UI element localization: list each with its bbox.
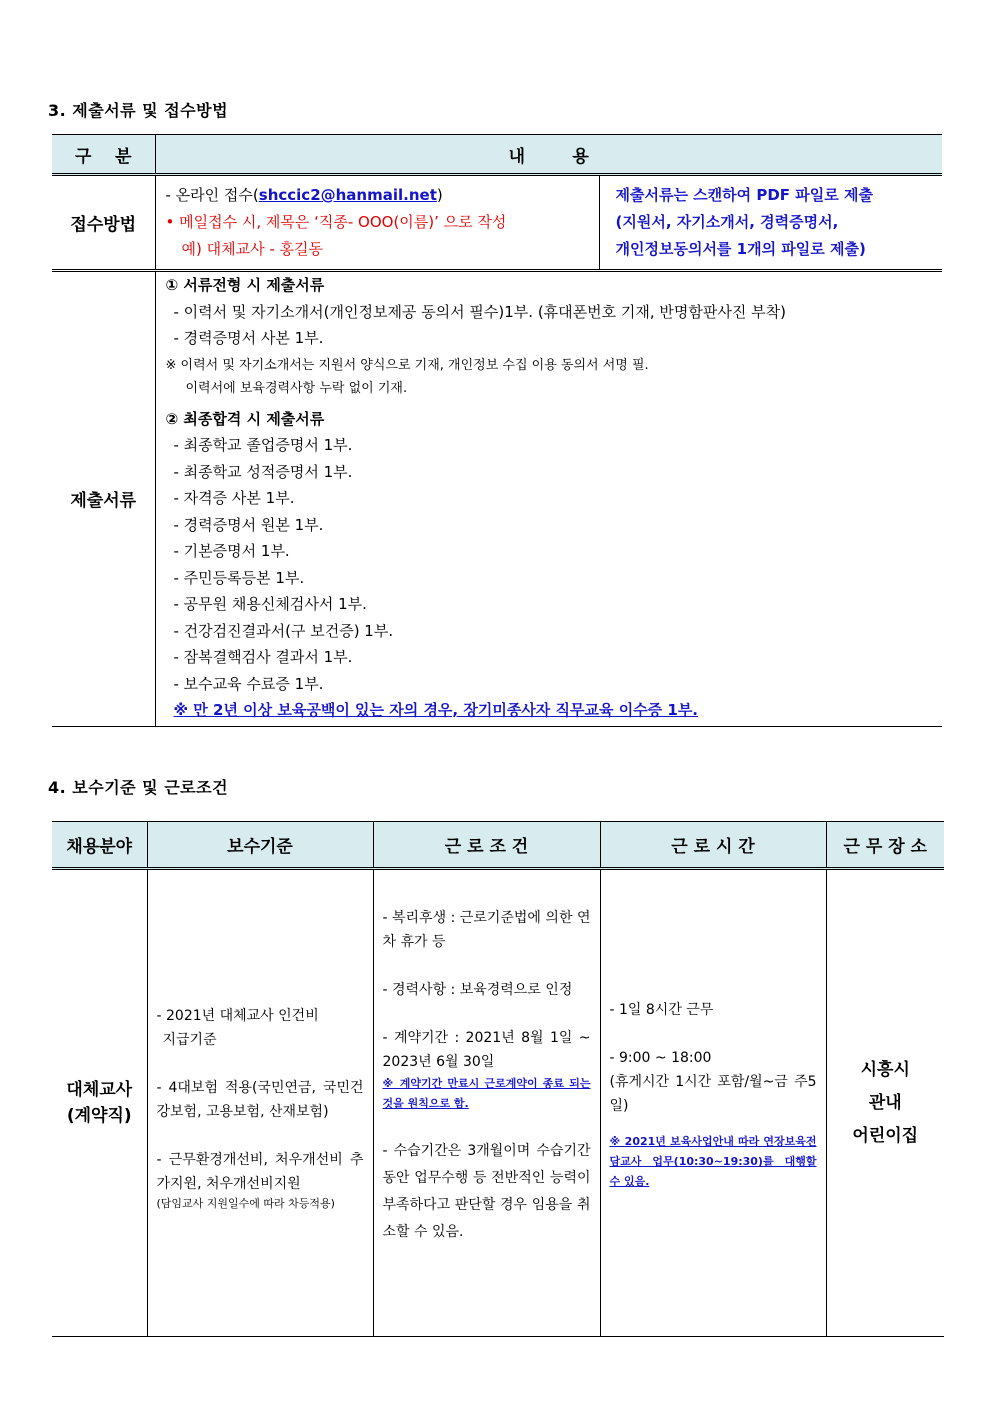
email-link[interactable]: shccic2@hanmail.net — [258, 186, 437, 204]
stage2-item: - 기본증명서 1부. — [173, 542, 290, 560]
stage1-note: ※ 이력서 및 자기소개서는 지원서 양식으로 기재, 개인정보 수집 이용 동의서 서명 필. — [165, 357, 649, 373]
stage1-item: - 이력서 및 자기소개서(개인정보제공 동의서 필수)1부. (휴대폰번호 기재, 반명함판사진 부착) — [173, 302, 786, 321]
stage2-item: - 보수교육 수료증 1부. — [173, 674, 324, 693]
stage2-item: - 잠복결핵검사 결과서 1부. — [173, 648, 353, 666]
stage2-item: - 주민등록등본 1부. — [173, 568, 305, 587]
submission-table — [52, 134, 942, 727]
header-category: 구 분 — [52, 135, 155, 175]
stage2-item: - 경력증명서 원본 1부. — [173, 515, 324, 534]
stage2-note: ※ 만 2년 이상 보육공백이 있는 자의 경우, 장기미종사자 직무교육 이수증 1부. — [173, 701, 699, 719]
pay-note: (담임교사 지원일수에 따라 차등적용) — [156, 1197, 335, 1210]
hours-item: - 9:00 ~ 18:00 — [609, 1050, 712, 1066]
pay-item: - 근무환경개선비, 처우개선비 추가지원, 처우개선비지원 — [156, 1152, 364, 1192]
header-conditions: 근 로 조 건 — [373, 822, 600, 869]
method-content — [155, 175, 599, 271]
header-pay: 보수기준 — [147, 822, 373, 869]
online-line: - 온라인 접수(shccic2@hanmail.net) — [165, 186, 443, 204]
pay-item: 지급기준 — [162, 1032, 217, 1048]
email-subject-rule: • 메일접수 시, 제목은 ‘직종- OOO(이름)’ 으로 작성 — [165, 213, 507, 231]
header-field: 채용분야 — [52, 822, 147, 869]
stage2-item: - 자격증 사본 1부. — [173, 489, 295, 507]
section-3-title: 3. 제출서류 및 접수방법 — [48, 101, 229, 120]
pay-cell — [147, 869, 373, 1337]
condition-item: - 수습기간은 3개월이며 수습기간동안 업무수행 등 전반적인 능력이 부족하다고 판단할 경우 임용을 취소할 수 있음. — [382, 1143, 591, 1240]
hours-note: ※ 2021년 보육사업안내 따라 연장보육전담교사 업무(10:30~19:30)를 대행할 수 있음. — [609, 1135, 817, 1188]
pay-item: - 2021년 대체교사 인건비 — [156, 1008, 319, 1024]
stage2-item: - 최종학교 성적증명서 1부. — [173, 462, 353, 481]
contract-note: ※ 계약기간 만료시 근로계약이 종료 되는 것을 원칙으로 함. — [382, 1077, 591, 1110]
stage2-title: ② 최종합격 시 제출서류 — [165, 409, 325, 428]
pay-item: - 4대보험 적용(국민연금, 국민건강보험, 고용보험, 산재보험) — [156, 1080, 364, 1120]
header-content: 내 용 — [155, 135, 942, 175]
hours-item: - 1일 8시간 근무 — [609, 1002, 714, 1018]
condition-item: - 복리후생 : 근로기준법에 의한 연차 휴가 등 — [382, 910, 591, 950]
pay-conditions-table — [52, 821, 944, 1337]
email-example: 예) 대체교사 - 홍길동 — [181, 240, 323, 258]
docs-content — [155, 271, 942, 727]
place-cell: 시흥시 관내 어린이집 — [826, 869, 944, 1337]
stage2-item: - 공무원 채용신체검사서 1부. — [173, 595, 367, 613]
condition-item: - 경력사항 : 보육경력으로 인정 — [382, 982, 573, 998]
header-hours: 근 로 시 간 — [600, 822, 826, 869]
stage1-title: ① 서류전형 시 제출서류 — [165, 276, 325, 294]
hours-cell — [600, 869, 826, 1337]
stage1-item: - 경력증명서 사본 1부. — [173, 329, 324, 347]
condition-item: - 계약기간 : 2021년 8월 1일 ~ 2023년 6월 30일 — [382, 1030, 591, 1070]
field-cell: 대체교사 (계약직) — [52, 869, 147, 1337]
header-place: 근 무 장 소 — [826, 822, 944, 869]
method-label: 접수방법 — [52, 175, 155, 271]
conditions-cell — [373, 869, 600, 1337]
stage2-list — [166, 432, 933, 697]
stage2-item: - 건강검진결과서(구 보건증) 1부. — [173, 621, 394, 640]
section-4-title: 4. 보수기준 및 근로조건 — [48, 778, 229, 797]
pdf-note: 제출서류는 스캔하여 PDF 파일로 제출 (지원서, 자기소개서, 경력증명서, 개인정보동의서를 1개의 파일로 제출) — [599, 175, 942, 271]
docs-label: 제출서류 — [52, 271, 155, 727]
stage1-note: 이력서에 보육경력사항 누락 없이 기재. — [185, 380, 408, 396]
stage2-item: - 최종학교 졸업증명서 1부. — [173, 436, 353, 454]
hours-item: (휴게시간 1시간 포함/월~금 주5일) — [609, 1074, 817, 1114]
